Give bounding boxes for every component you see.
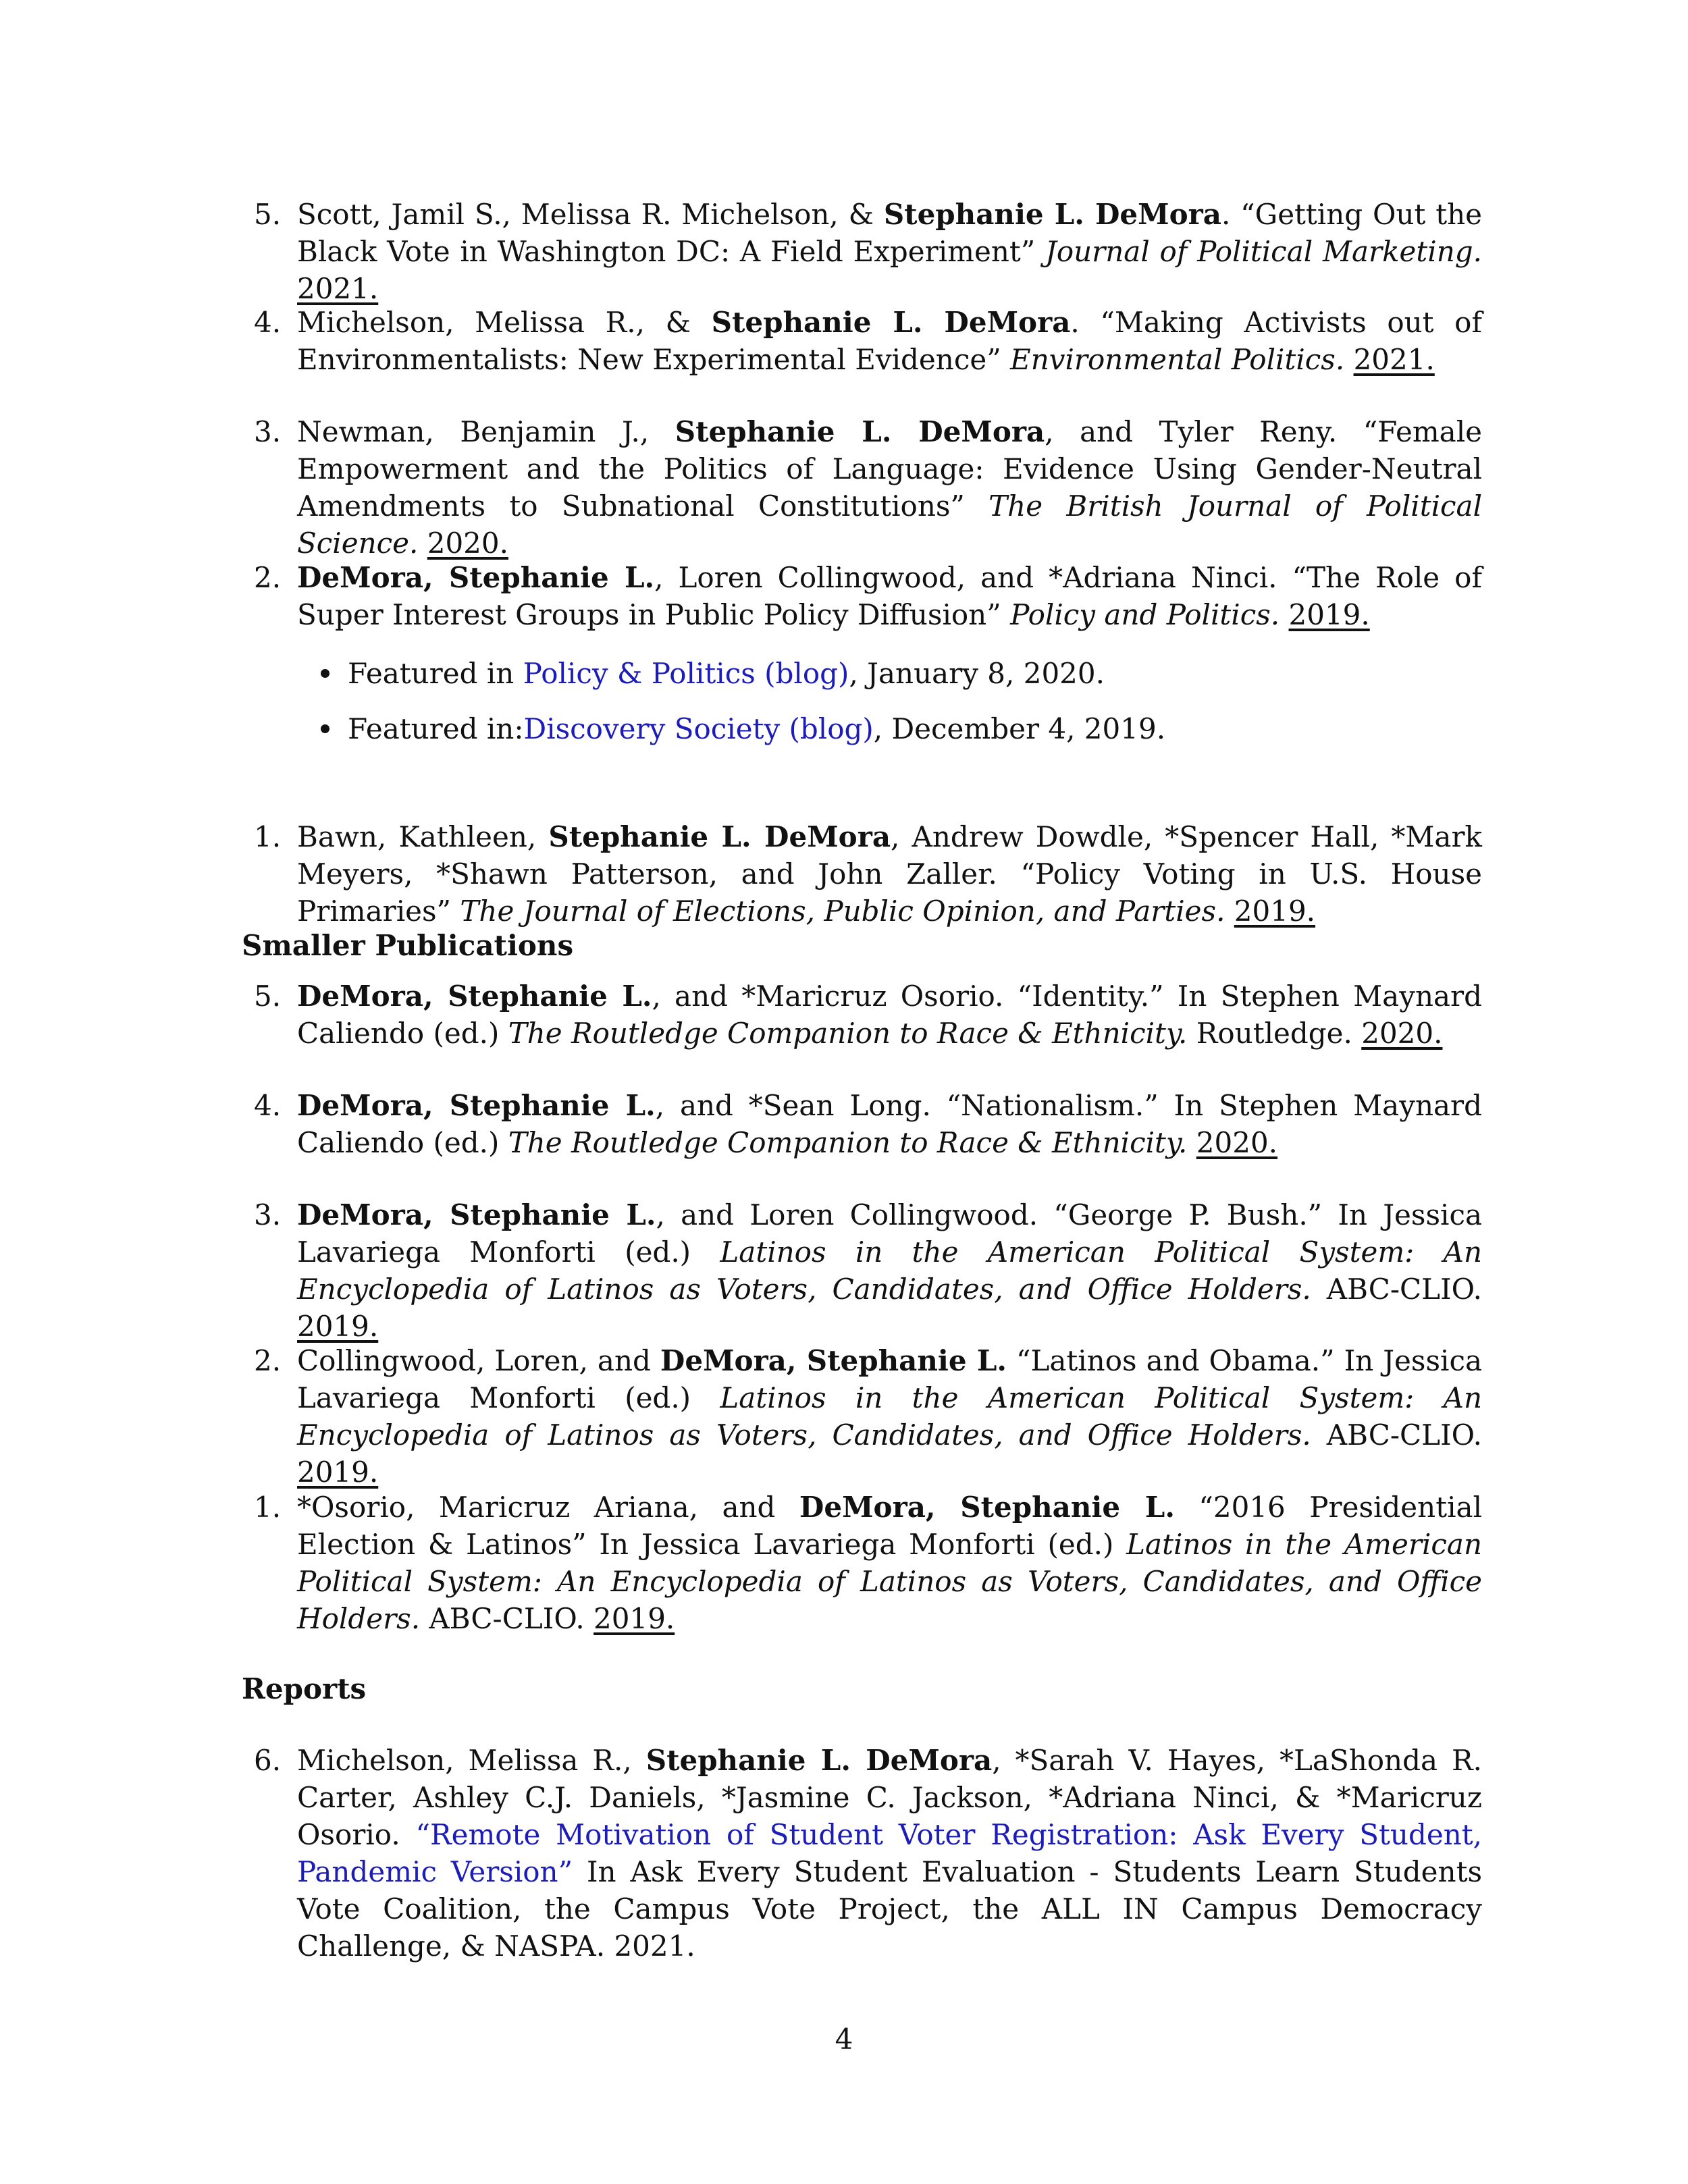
year: 2021.	[297, 272, 379, 305]
smaller-publications-heading: Smaller Publications	[242, 929, 574, 962]
featured-suffix: , January 8, 2020.	[849, 657, 1105, 690]
authors: Scott, Jamil S., Melissa R. Michelson, &	[297, 198, 884, 231]
authors: *Osorio, Maricruz Ariana, and	[297, 1491, 799, 1524]
year: 2019.	[594, 1602, 675, 1635]
bullet-icon	[321, 669, 329, 678]
article-title: “Female Empowerment and the Politics of Language: Evidence Using Gender-Neutral Amendments to Subnational Constitutions”	[297, 415, 1483, 523]
authors-rest: , and Loren Collingwood.	[656, 1198, 1054, 1231]
entry-number: 4.	[254, 306, 282, 339]
venue: Policy and Politics.	[1010, 598, 1280, 631]
year: 2020.	[1361, 1017, 1443, 1050]
author-highlight: DeMora, Stephanie L.	[660, 1344, 1007, 1377]
year: 2020.	[427, 527, 508, 560]
journal-article-5	[254, 196, 1482, 307]
journal-article-3	[254, 413, 1483, 562]
authors-rest: .	[1221, 198, 1241, 231]
venue: Journal of Political Marketing.	[1045, 235, 1482, 268]
article-title: “The Role of Super Interest Groups in Public Policy Diffusion”	[297, 561, 1483, 631]
featured-text	[348, 710, 1165, 747]
article-title: “2016 Presidential Election & Latinos” In Jessica Lavariega Monforti (ed.)	[297, 1491, 1482, 1561]
author-highlight: DeMora, Stephanie L.	[297, 1198, 656, 1231]
featured-prefix: Featured in	[348, 657, 523, 690]
article-title: “Making Activists out of Environmentalists: New Experimental Evidence”	[297, 306, 1483, 376]
authors-rest	[1007, 1344, 1016, 1377]
authors-rest: , *Sarah V. Hayes, *LaShonda R. Carter, Ashley C.J. Daniels, *Jasmine C. Jackson, *Adriana Ninci, & *Maricruz Osorio.	[297, 1744, 1482, 1851]
venue-after: ABC-CLIO.	[420, 1602, 594, 1635]
article-title: “Identity.” In Stephen Maynard Caliendo (ed.)	[297, 980, 1482, 1050]
author-highlight: Stephanie L. DeMora	[548, 820, 891, 853]
smaller-publication-1	[254, 1489, 1482, 1637]
year: 2019.	[1234, 895, 1316, 928]
year: 2019.	[297, 1310, 379, 1343]
authors-rest: , and *Sean Long.	[655, 1089, 947, 1122]
authors: Collingwood, Loren, and	[297, 1344, 660, 1377]
venue: Latinos in the American Political System: An Encyclopedia of Latinos as Voters, Candidates, and Office Holders.	[297, 1235, 1483, 1306]
featured-suffix: , December 4, 2019.	[873, 712, 1166, 745]
authors-rest: , Andrew Dowdle, *Spencer Hall, *Mark Meyers, *Shawn Patterson, and John Zaller.	[297, 820, 1482, 890]
smaller-publication-5	[254, 978, 1482, 1052]
venue: The British Journal of Political Science.	[297, 489, 1483, 560]
year: 2019.	[297, 1456, 379, 1489]
author-highlight: DeMora, Stephanie L.	[799, 1491, 1175, 1524]
venue-after	[418, 527, 427, 560]
author-highlight: DeMora, Stephanie L.	[297, 561, 655, 594]
authors-rest: .	[1070, 306, 1101, 339]
reports-heading: Reports	[242, 1672, 367, 1705]
authors-rest	[1175, 1491, 1198, 1524]
report-details: In Ask Every Student Evaluation - Students Learn Students Vote Coalition, the Campus Vote Project, the ALL IN Campus Democracy Challenge, & NASPA. 2021.	[297, 1855, 1482, 1963]
article-title: “George P. Bush.” In Jessica Lavariega Monforti (ed.)	[297, 1198, 1483, 1269]
authors: Newman, Benjamin J.,	[297, 415, 675, 448]
author-highlight: Stephanie L. DeMora	[883, 198, 1221, 231]
authors-rest: , and Tyler Reny.	[1045, 415, 1363, 448]
venue-after	[1280, 598, 1288, 631]
smaller-publication-2	[254, 1342, 1483, 1491]
entry-number: 1.	[254, 820, 282, 853]
venue-after: ABC-CLIO.	[1311, 1273, 1482, 1306]
authors: Michelson, Melissa R., &	[297, 306, 712, 339]
featured-prefix: Featured in:	[348, 712, 524, 745]
authors: Michelson, Melissa R.,	[297, 1744, 646, 1777]
year: 2019.	[1288, 598, 1370, 631]
report-title-link[interactable]: “Remote Motivation of Student Voter Registration: Ask Every Student, Pandemic Version”	[297, 1818, 1482, 1888]
featured-text	[348, 655, 1105, 692]
article-title: “Latinos and Obama.” In Jessica Lavariega Monforti (ed.)	[297, 1344, 1483, 1414]
entry-number: 2.	[254, 561, 282, 594]
smaller-publication-4	[254, 1087, 1482, 1161]
entry-number: 3.	[254, 415, 282, 448]
article-title: “Policy Voting in U.S. House Primaries”	[297, 857, 1482, 928]
venue: The Journal of Elections, Public Opinion, and Parties.	[460, 895, 1225, 928]
entry-number: 5.	[254, 980, 282, 1013]
entry-number: 3.	[254, 1198, 282, 1231]
venue-after	[1225, 895, 1234, 928]
author-highlight: DeMora, Stephanie L.	[297, 980, 652, 1013]
venue-after: ABC-CLIO.	[1311, 1418, 1482, 1451]
venue: Environmental Politics.	[1010, 343, 1345, 376]
author-highlight: Stephanie L. DeMora	[675, 415, 1045, 448]
bullet-icon	[321, 724, 329, 733]
discovery-society-blog-link[interactable]: Discovery Society (blog)	[523, 712, 874, 745]
entry-number: 1.	[254, 1491, 282, 1524]
journal-article-1	[254, 818, 1482, 930]
venue: The Routledge Companion to Race & Ethnicity.	[508, 1126, 1188, 1159]
authors-rest: , Loren Collingwood, and *Adriana Ninci.	[654, 561, 1292, 594]
venue: Latinos in the American Political System: An Encyclopedia of Latinos as Voters, Candidates, and Office Holders.	[297, 1381, 1483, 1451]
policy-politics-blog-link[interactable]: Policy & Politics (blog)	[523, 657, 849, 690]
article-title: “Nationalism.” In Stephen Maynard Caliendo (ed.)	[297, 1089, 1482, 1159]
authors-rest: , and *Maricruz Osorio.	[652, 980, 1018, 1013]
article-title: “Getting Out the Black Vote in Washington DC: A Field Experiment”	[297, 198, 1482, 268]
venue: The Routledge Companion to Race & Ethnicity.	[508, 1017, 1188, 1050]
smaller-publication-3	[254, 1196, 1483, 1345]
journal-article-4	[254, 304, 1483, 378]
entry-number: 2.	[254, 1344, 282, 1377]
report-6	[254, 1742, 1482, 1965]
venue-after	[1187, 1126, 1196, 1159]
author-highlight: Stephanie L. DeMora	[645, 1744, 993, 1777]
entry-number: 4.	[254, 1089, 282, 1122]
year: 2021.	[1353, 343, 1435, 376]
author-highlight: Stephanie L. DeMora	[711, 306, 1071, 339]
journal-article-2	[254, 559, 1483, 633]
venue-after	[1344, 343, 1353, 376]
author-highlight: DeMora, Stephanie L.	[297, 1089, 656, 1122]
venue-after: Routledge.	[1187, 1017, 1362, 1050]
entry-number: 6.	[254, 1744, 282, 1777]
venue: Latinos in the American Political System: An Encyclopedia of Latinos as Voters, Candidates, and Office Holders.	[297, 1528, 1482, 1635]
authors: Bawn, Kathleen,	[297, 820, 549, 853]
year: 2020.	[1196, 1126, 1278, 1159]
entry-number: 5.	[254, 198, 282, 231]
page-number: 4	[835, 2023, 853, 2056]
